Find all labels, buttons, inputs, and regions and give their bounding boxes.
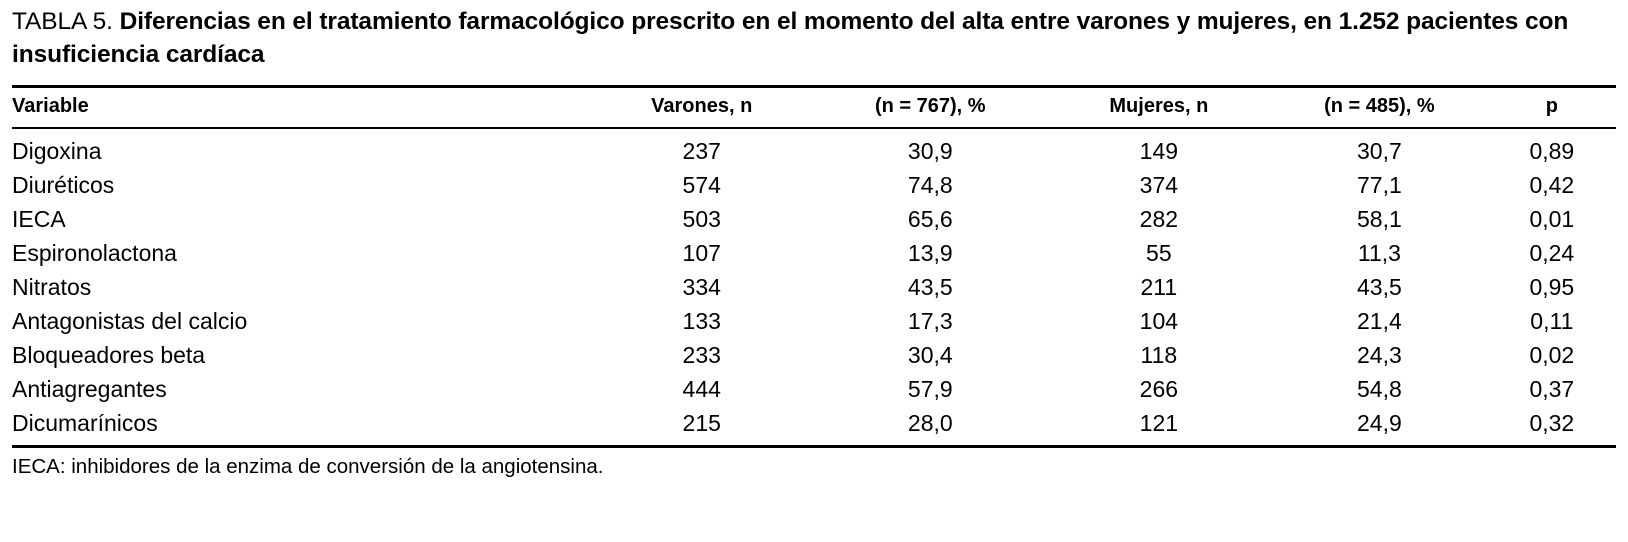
cell-mujeres-n: 211 (1140, 274, 1178, 301)
cell-p: 0,01 (1529, 206, 1575, 233)
cell-p: 0,42 (1529, 172, 1575, 199)
table-row (12, 407, 1616, 447)
column-header-p: p (1488, 87, 1616, 129)
cell-varones-pct: 74,8 (907, 172, 953, 199)
cell-mujeres-n: 266 (1139, 376, 1179, 403)
table-row (12, 373, 1616, 407)
cell-varones-n: 574 (682, 172, 721, 199)
cell-mujeres-n: 121 (1139, 410, 1179, 437)
cell-variable: Digoxina (12, 138, 102, 165)
cell-variable: Antagonistas del calcio (12, 308, 248, 335)
cell-varones-pct: 65,6 (907, 206, 953, 233)
cell-variable: Nitratos (12, 274, 92, 301)
column-header-mujeres-n: Mujeres, n (1047, 87, 1272, 129)
cell-varones-pct: 30,4 (907, 342, 953, 369)
cell-variable: Dicumarínicos (12, 410, 158, 437)
table-row (12, 128, 1616, 169)
cell-varones-n: 334 (682, 274, 721, 301)
table-body (12, 128, 1616, 447)
table-caption-text: Diferencias en el tratamiento farmacológico prescrito en el momento del alta entre varones y mujeres, en 1.252 pacientes con insuficiencia cardíaca (12, 8, 1569, 68)
table-row (12, 169, 1616, 203)
cell-varones-n: 107 (682, 240, 721, 267)
cell-mujeres-n: 374 (1139, 172, 1179, 199)
table-row (12, 339, 1616, 373)
table-row (12, 271, 1616, 305)
cell-varones-n: 237 (682, 138, 721, 165)
table-footnote-row (12, 447, 1616, 480)
cell-varones-pct: 57,9 (907, 376, 953, 403)
cell-mujeres-n: 104 (1139, 308, 1179, 335)
cell-p: 0,11 (1530, 308, 1574, 335)
cell-p: 0,24 (1529, 240, 1575, 267)
cell-mujeres-pct: 77,1 (1357, 172, 1402, 199)
cell-mujeres-pct: 11,3 (1357, 240, 1401, 267)
cell-varones-n: 444 (682, 376, 721, 403)
cell-mujeres-pct: 24,9 (1357, 410, 1402, 437)
column-header-varones-n: Varones, n (589, 87, 814, 129)
cell-varones-pct: 28,0 (907, 410, 953, 437)
cell-mujeres-pct: 21,4 (1357, 308, 1402, 335)
cell-p: 0,37 (1529, 376, 1575, 403)
table-header (12, 87, 1616, 129)
cell-variable: Antiagregantes (12, 376, 167, 403)
cell-varones-pct: 17,3 (907, 308, 953, 335)
cell-varones-n: 215 (682, 410, 721, 437)
cell-mujeres-n: 55 (1146, 240, 1172, 267)
cell-varones-n: 233 (682, 342, 721, 369)
cell-variable: Espironolactona (12, 240, 177, 267)
cell-mujeres-pct: 24,3 (1357, 342, 1402, 369)
cell-mujeres-pct: 30,7 (1357, 138, 1402, 165)
cell-mujeres-pct: 54,8 (1357, 376, 1402, 403)
cell-mujeres-pct: 58,1 (1357, 206, 1402, 233)
cell-varones-n: 503 (682, 206, 721, 233)
cell-variable: Diuréticos (12, 172, 115, 199)
cell-p: 0,32 (1529, 410, 1575, 437)
cell-varones-pct: 13,9 (907, 240, 953, 267)
column-header-mujeres-pct: (n = 485), % (1271, 87, 1488, 129)
table-caption (12, 6, 1616, 71)
column-header-varones-pct: (n = 767), % (814, 87, 1047, 129)
drug-treatment-table (12, 85, 1616, 479)
table-header-row (12, 87, 1616, 129)
table-row (12, 237, 1616, 271)
cell-variable: IECA (12, 206, 66, 233)
cell-variable: Bloqueadores beta (12, 342, 206, 369)
cell-p: 0,89 (1529, 138, 1575, 165)
cell-mujeres-n: 118 (1140, 342, 1178, 369)
cell-mujeres-n: 149 (1139, 138, 1179, 165)
cell-varones-pct: 43,5 (907, 274, 953, 301)
cell-varones-n: 133 (682, 308, 721, 335)
table-row (12, 203, 1616, 237)
cell-mujeres-pct: 43,5 (1357, 274, 1402, 301)
cell-varones-pct: 30,9 (907, 138, 953, 165)
table-footer (12, 447, 1616, 480)
table-row (12, 305, 1616, 339)
table-caption-label: TABLA 5. (12, 8, 113, 35)
cell-p: 0,02 (1529, 342, 1575, 369)
column-header-variable: Variable (12, 87, 589, 129)
cell-mujeres-n: 282 (1139, 206, 1179, 233)
cell-p: 0,95 (1529, 274, 1575, 301)
table-footnote: IECA: inhibidores de la enzima de conversión de la angiotensina. (12, 447, 1616, 480)
